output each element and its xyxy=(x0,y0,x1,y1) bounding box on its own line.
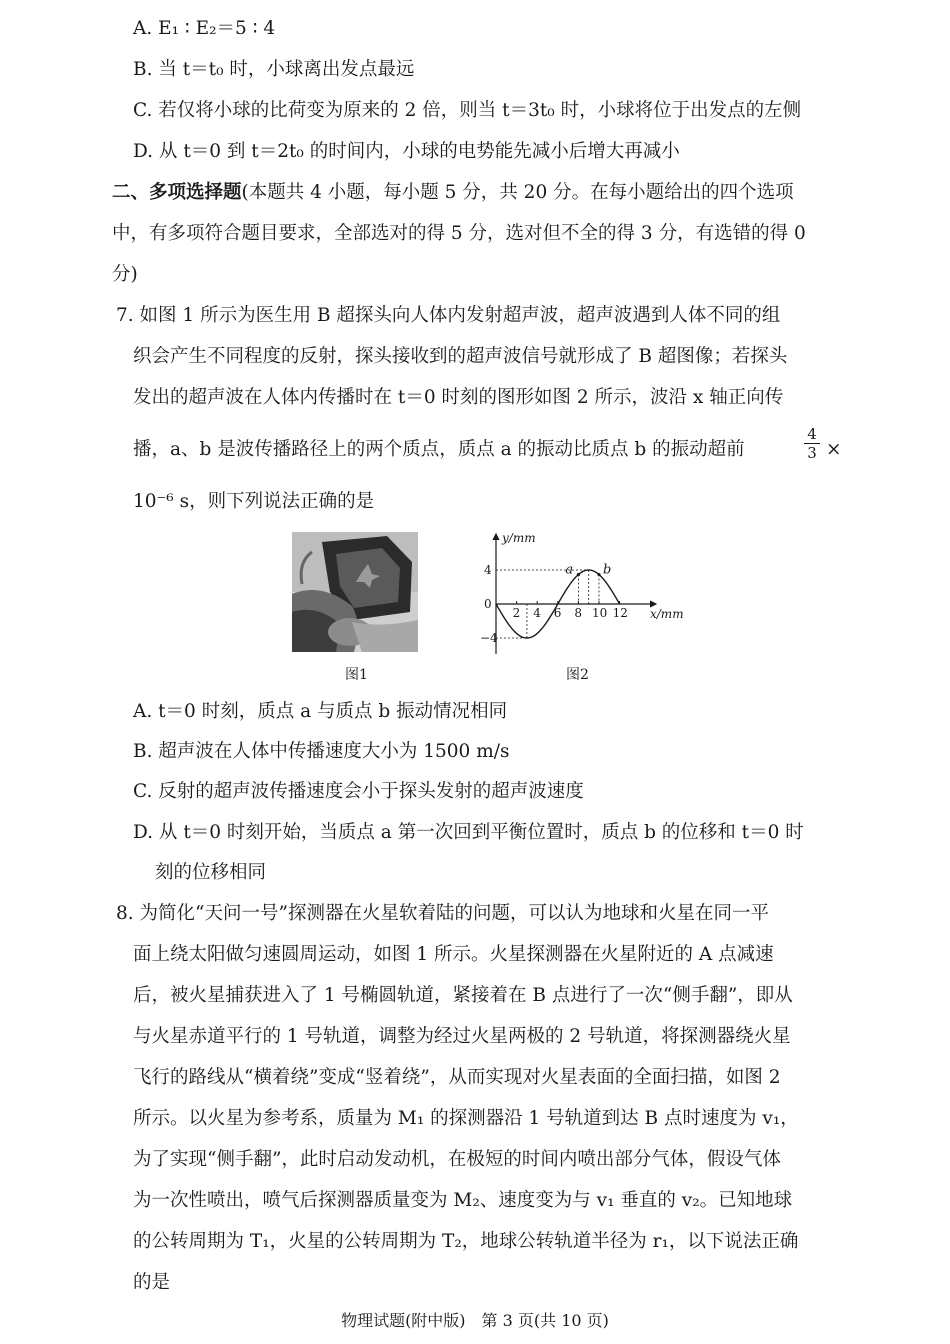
q6-option-a: A. E₁ ∶ E₂＝5 ∶ 4 xyxy=(133,18,276,39)
x-tick-label-10: 10 xyxy=(592,606,608,620)
point-b xyxy=(597,573,600,576)
y-tick-label-−4: −4 xyxy=(480,631,498,645)
x-tick-label-8: 8 xyxy=(574,606,583,620)
section2-instructions-3: 分) xyxy=(112,264,138,285)
section2-title: 二、多项选择题 xyxy=(112,182,242,203)
section2-instructions-1: (本题共 4 小题，每小题 5 分，共 20 分。在每小题给出的四个选项 xyxy=(241,182,794,203)
y-tick-label-0: 0 xyxy=(484,597,492,611)
q7-stem-line-4: 播，a、b 是波传播路径上的两个质点，质点 a 的振动比质点 b 的振动超前 xyxy=(133,439,745,460)
q8-stem-line-3: 后，被火星捕获进入了 1 号椭圆轨道，紧接着在 B 点进行了一次“侧手翻”，即从 xyxy=(133,985,793,1006)
x-tick-label-6: 6 xyxy=(553,606,562,620)
y-tick-label-4: 4 xyxy=(484,563,492,577)
times-sign: × xyxy=(826,439,842,460)
fraction-numerator: 4 xyxy=(804,425,820,444)
q8-stem-line-7: 为了实现“侧手翻”，此时启动发动机，在极短的时间内喷出部分气体，假设气体 xyxy=(133,1149,781,1170)
q8-stem-line-5: 飞行的路线从“横着绕”变成“竖着绕”，从而实现对火星表面的全面扫描，如图 2 xyxy=(133,1067,781,1088)
q7-stem-line-3: 发出的超声波在人体内传播时在 t＝0 时刻的图形如图 2 所示，波沿 x 轴正向传 xyxy=(133,387,784,408)
q8-stem-line-6: 所示。以火星为参考系，质量为 M₁ 的探测器沿 1 号轨道到达 B 点时速度为 v₁， xyxy=(133,1108,799,1129)
q7-option-d-line-1: D. 从 t＝0 时刻开始，当质点 a 第一次回到平衡位置时，质点 b 的位移和 t＝0 时 xyxy=(133,822,804,843)
x-axis-label: x/mm xyxy=(650,607,684,621)
x-tick-label-4: 4 xyxy=(533,606,541,620)
q7-option-d-line-2: 刻的位移相同 xyxy=(155,862,267,883)
q7-fraction xyxy=(804,425,820,462)
fig2-caption: 图2 xyxy=(566,667,589,683)
point-label-a: a xyxy=(565,562,574,578)
q8-stem-line-2: 面上绕太阳做匀速圆周运动，如图 1 所示。火星探测器在火星附近的 A 点减速 xyxy=(133,944,774,965)
point-label-b: b xyxy=(603,562,612,578)
wave-graph xyxy=(468,526,698,658)
q8-stem-line-10: 的是 xyxy=(133,1272,171,1293)
section2-instructions-2: 中，有多项符合题目要求，全部选对的得 5 分，选对但不全的得 3 分，有选错的得 0 xyxy=(112,223,806,244)
q7-option-b: B. 超声波在人体中传播速度大小为 1500 m/s xyxy=(133,741,510,762)
q8-stem-line-8: 为一次性喷出，喷气后探测器质量变为 M₂、速度变为与 v₁ 垂直的 v₂。已知地球 xyxy=(133,1190,793,1211)
point-a xyxy=(577,573,580,576)
q8-stem-line-4: 与火星赤道平行的 1 号轨道，调整为经过火星两极的 2 号轨道，将探测器绕火星 xyxy=(133,1026,791,1047)
x-tick-label-12: 12 xyxy=(612,606,628,620)
q6-option-d: D. 从 t＝0 到 t＝2t₀ 的时间内，小球的电势能先减小后增大再减小 xyxy=(133,141,680,162)
y-axis-label: y/mm xyxy=(502,531,536,545)
fraction-denominator: 3 xyxy=(807,444,817,462)
q7-stem-line-2: 织会产生不同程度的反射，探头接收到的超声波信号就形成了 B 超图像；若探头 xyxy=(133,346,788,367)
q6-option-c: C. 若仅将小球的比荷变为原来的 2 倍，则当 t＝3t₀ 时，小球将位于出发点的左侧 xyxy=(133,100,802,121)
section2-heading xyxy=(112,180,794,206)
q7-option-a: A. t＝0 时刻，质点 a 与质点 b 振动情况相同 xyxy=(133,701,508,722)
ultrasound-photo xyxy=(292,532,418,652)
q8-stem-line-1: 8. 为简化“天问一号”探测器在火星软着陆的问题，可以认为地球和火星在同一平 xyxy=(116,903,769,924)
q7-option-c: C. 反射的超声波传播速度会小于探头发射的超声波速度 xyxy=(133,781,584,802)
q8-stem-line-9: 的公转周期为 T₁，火星的公转周期为 T₂，地球公转轨道半径为 r₁，以下说法正确 xyxy=(133,1231,799,1252)
page-footer: 物理试题(附中版) 第 3 页(共 10 页) xyxy=(341,1311,609,1330)
q6-option-b: B. 当 t＝t₀ 时，小球离出发点最远 xyxy=(133,59,415,80)
q7-stem-line-1: 7. 如图 1 所示为医生用 B 超探头向人体内发射超声波，超声波遇到人体不同的组 xyxy=(116,305,781,326)
x-tick-label-2: 2 xyxy=(512,606,521,620)
q7-stem-line-5: 10⁻⁶ s，则下列说法正确的是 xyxy=(133,491,375,512)
fig1-caption: 图1 xyxy=(345,667,368,683)
